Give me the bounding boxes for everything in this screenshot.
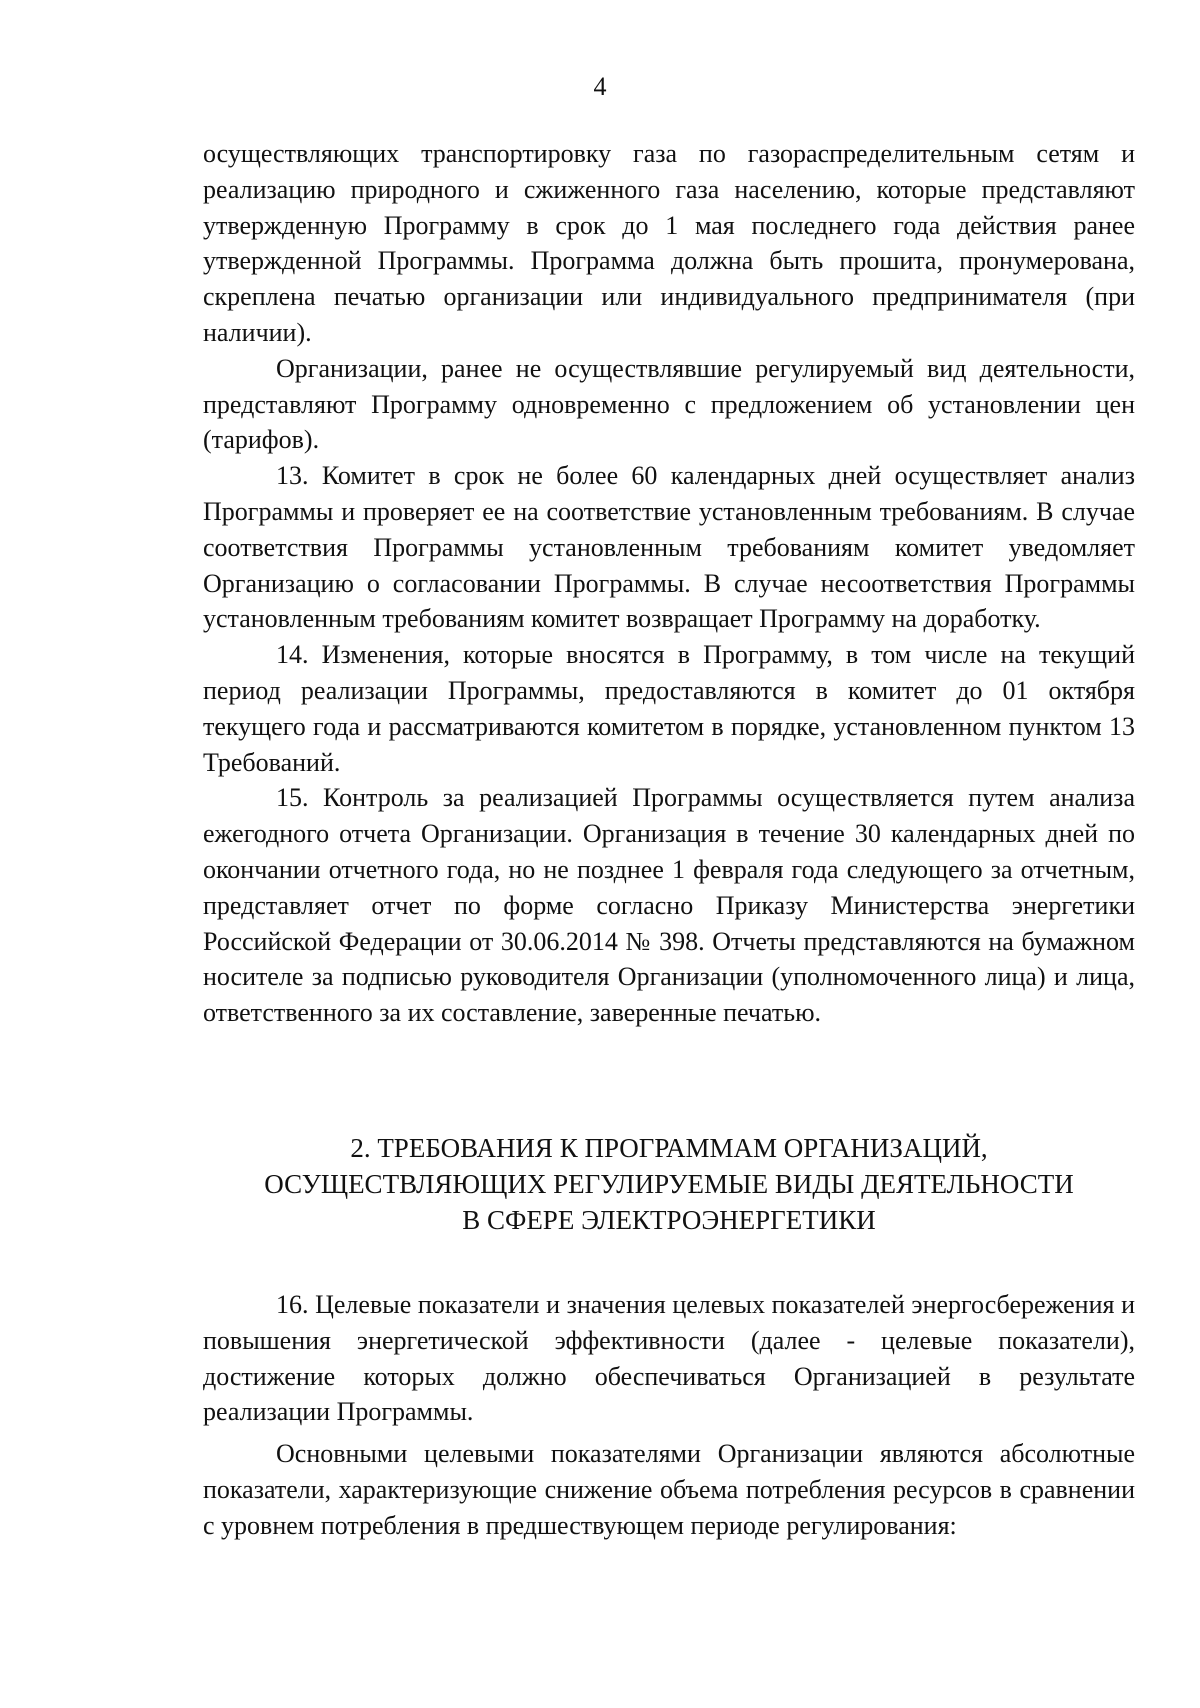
paragraph-organizations: Организации, ранее не осуществлявшие регулируемый вид деятельности, представляют Программу одновременно с предложением об установлении цен (тарифов).: [203, 353, 1135, 455]
paragraph-16: 16. Целевые показатели и значения целевых показателей энергосбережения и повышения энергетической эффективности (далее - целевые показатели), достижение которых должно обеспечиваться Организацией в результате реализации Программы.: [203, 1290, 1135, 1427]
section-2-text: [203, 1287, 1135, 1544]
paragraph-continuation: осуществляющих транспортировку газа по газораспределительным сетям и реализацию природного и сжиженного газа населению, которые представляют утвержденную Программу в срок до 1 мая последнего года действия ранее утвержденной Программы. Программа должна быть прошита, пронумерована, скреплена печатью организации или индивидуального предпринимателя (при наличии).: [203, 139, 1135, 347]
paragraph-15: 15. Контроль за реализацией Программы осуществляется путем анализа ежегодного отчета Организации. Организация в течение 30 календарных дней по окончании отчетного года, но не позднее 1 февраля года следующего за отчетным, представляет отчет по форме согласно Приказу Министерства энергетики Российской Федерации от 30.06.2014 № 398. Отчеты представляются на бумажном носителе за подписью руководителя Организации (уполномоченного лица) и лица, ответственного за их составление, заверенные печатью.: [203, 783, 1135, 1028]
paragraph-13: 13. Комитет в срок не более 60 календарных дней осуществляет анализ Программы и проверяет ее на соответствие установленным требованиям. В случае соответствия Программы установленным требованиям комитет уведомляет Организацию о согласовании Программы. В случае несоответствия Программы установленным требованиям комитет возвращает Программу на доработку.: [203, 461, 1135, 634]
heading-line-3: В СФЕРЕ ЭЛЕКТРОЭНЕРГЕТИКИ: [462, 1205, 876, 1235]
heading-line-2: ОСУЩЕСТВЛЯЮЩИХ РЕГУЛИРУЕМЫЕ ВИДЫ ДЕЯТЕЛЬНОСТИ: [264, 1169, 1074, 1199]
paragraph-main-indicators: Основными целевыми показателями Организации являются абсолютные показатели, характеризующие снижение объема потребления ресурсов в сравнении с уровнем потребления в предшествующем периоде регулирования:: [203, 1439, 1135, 1540]
paragraph-14: 14. Изменения, которые вносятся в Программу, в том числе на текущий период реализации Программы, предоставляются в комитет до 01 октября текущего года и рассматриваются комитетом в порядке, установленном пунктом 13 Требований.: [203, 640, 1135, 777]
heading-line-1: 2. ТРЕБОВАНИЯ К ПРОГРАММАМ ОРГАНИЗАЦИЙ,: [350, 1133, 988, 1163]
section-1-text: [203, 136, 1135, 1031]
page-number: 4: [593, 72, 607, 101]
section-2-heading: [203, 1130, 1135, 1238]
